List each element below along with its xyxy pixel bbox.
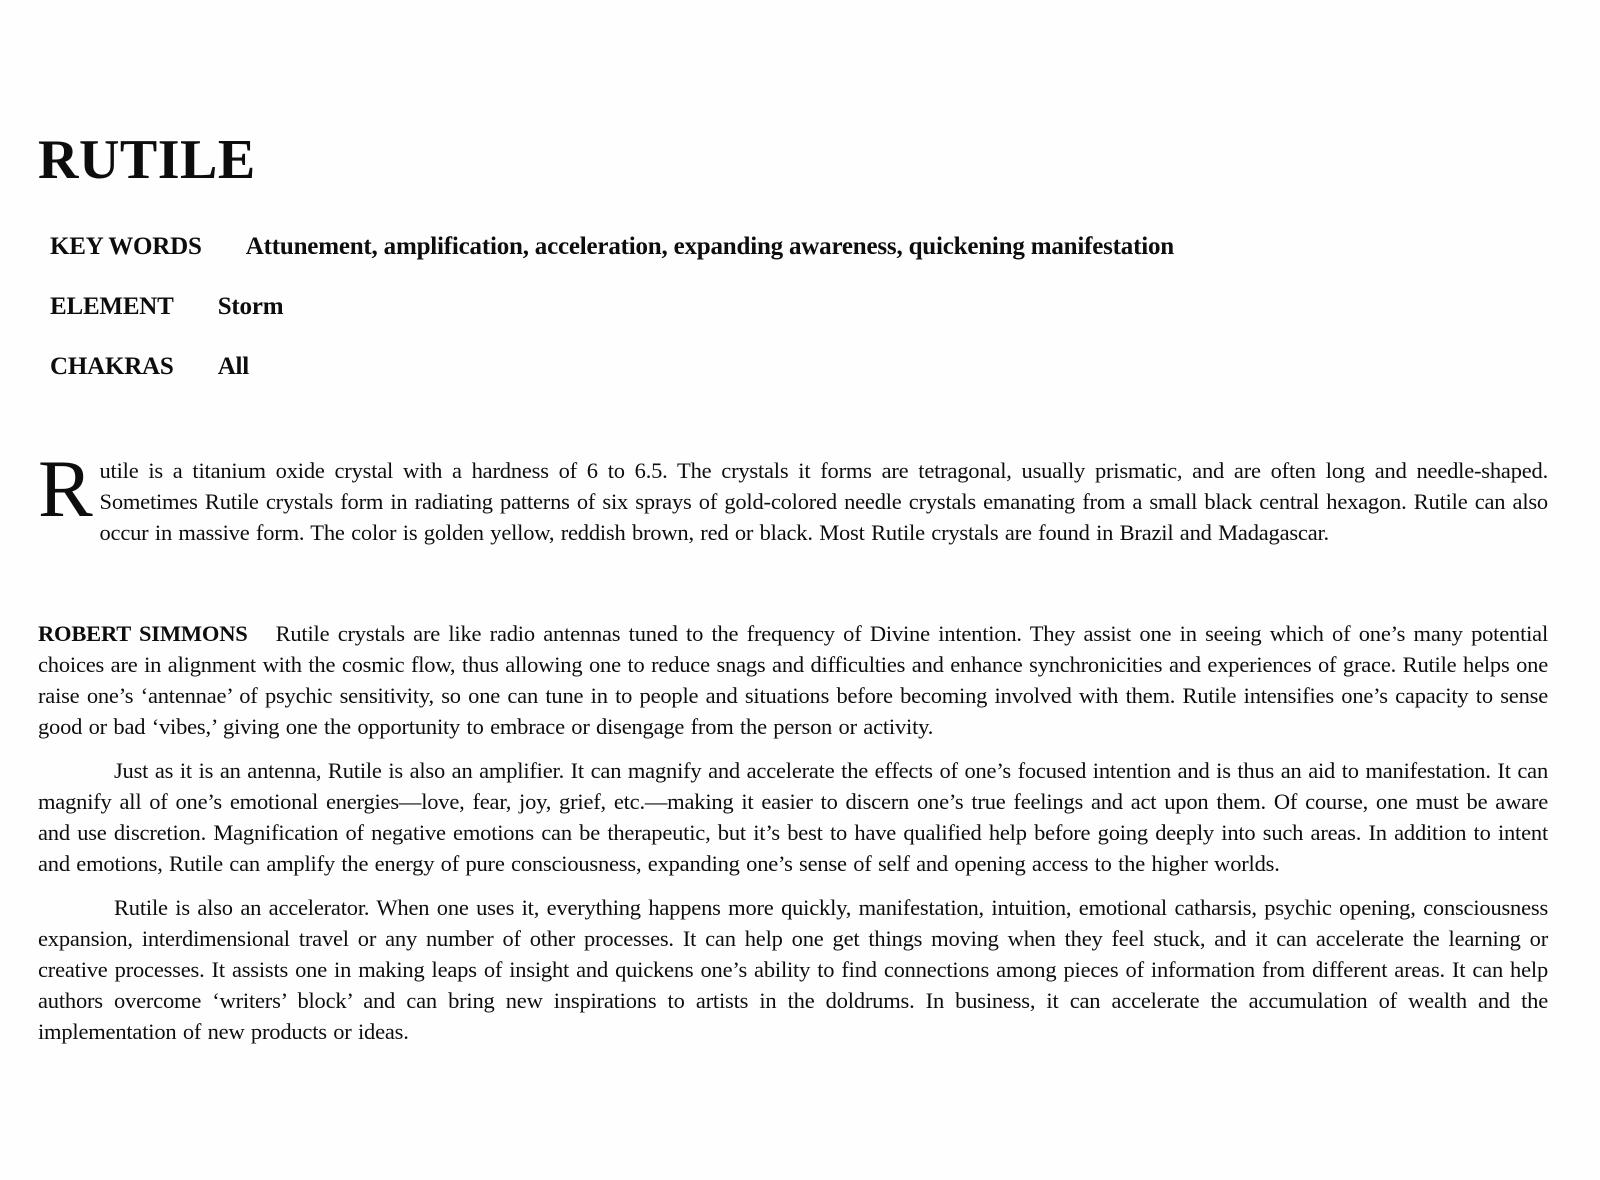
element-value: Storm xyxy=(217,293,284,321)
intro-paragraph xyxy=(38,443,1548,548)
chakras-row xyxy=(50,352,1548,382)
keywords-label: KEY WORDS xyxy=(50,233,202,261)
element-row xyxy=(50,292,1548,322)
body-text xyxy=(38,443,1549,1047)
intro-paragraph-text: utile is a titanium oxide crystal with a hardness of 6 to 6.5. The crystals it forms are tetragonal, usually prismatic, and are often long and needle-shaped. Sometimes Rutile crystals form in radiating patterns of six sprays of gold-colored needle crystals emanating from a small black central hexagon. Rutile can also occur in massive form. The color is golden yellow, reddish brown, red or black. Most Rutile crystals are found in Brazil and Madagascar. xyxy=(99,458,1548,546)
chakras-value: All xyxy=(217,353,250,381)
author-name: ROBERT SIMMONS xyxy=(38,621,248,647)
page-title: RUTILE xyxy=(38,129,256,191)
keywords-row xyxy=(50,232,1548,262)
simmons-paragraph-2: Just as it is an antenna, Rutile is also an amplifier. It can magnify and accelerate the effects of one’s focused intention and is thus an aid to manifestation. It can magnify all of one’s emotional energies—love, fear, joy, grief, etc.—making it easier to discern one’s true feelings and act upon them. Of course, one must be aware and use discretion. Magnification of negative emotions can be therapeutic, but it’s best to have qualified help before going deeply into such areas. In addition to intent and emotions, Rutile can amplify the energy of pure consciousness, expanding one’s sense of self and opening access to the higher worlds. xyxy=(38,758,1548,877)
element-label: ELEMENT xyxy=(50,293,174,321)
simmons-paragraph-1-text: Rutile crystals are like radio antennas tuned to the frequency of Divine intention. They assist one in seeing which of one’s many potential choices are in alignment with the cosmic flow, thus allowing one to reduce snags and difficulties and enhance synchronicities and experiences of grace. Rutile helps one raise one’s ‘antennae’ of psychic sensitivity, so one can tune in to people and situations before becoming involved with them. Rutile intensifies one’s capacity to sense good or bad ‘vibes,’ giving one the opportunity to embrace or disengage from the person or activity. xyxy=(38,621,1549,740)
simmons-paragraph-1 xyxy=(38,618,1548,742)
attribute-list xyxy=(38,232,1548,382)
chakras-label: CHAKRAS xyxy=(50,353,174,381)
keywords-value: Attunement, amplification, acceleration, expanding awareness, quickening manifestation xyxy=(245,233,1174,261)
simmons-paragraph-3: Rutile is also an accelerator. When one uses it, everything happens more quickly, manifestation, intuition, emotional catharsis, psychic opening, consciousness expansion, interdimensional travel or any number of other processes. It can help one get things moving when they feel stuck, and it can accelerate the learning or creative processes. It assists one in making leaps of insight and quickens one’s ability to find connections among pieces of information from different areas. It can help authors overcome ‘writers’ block’ and can bring new inspirations to artists in the doldrums. In business, it can accelerate the accumulation of wealth and the implementation of new products or ideas. xyxy=(38,895,1548,1045)
drop-cap-letter: R xyxy=(38,443,93,535)
